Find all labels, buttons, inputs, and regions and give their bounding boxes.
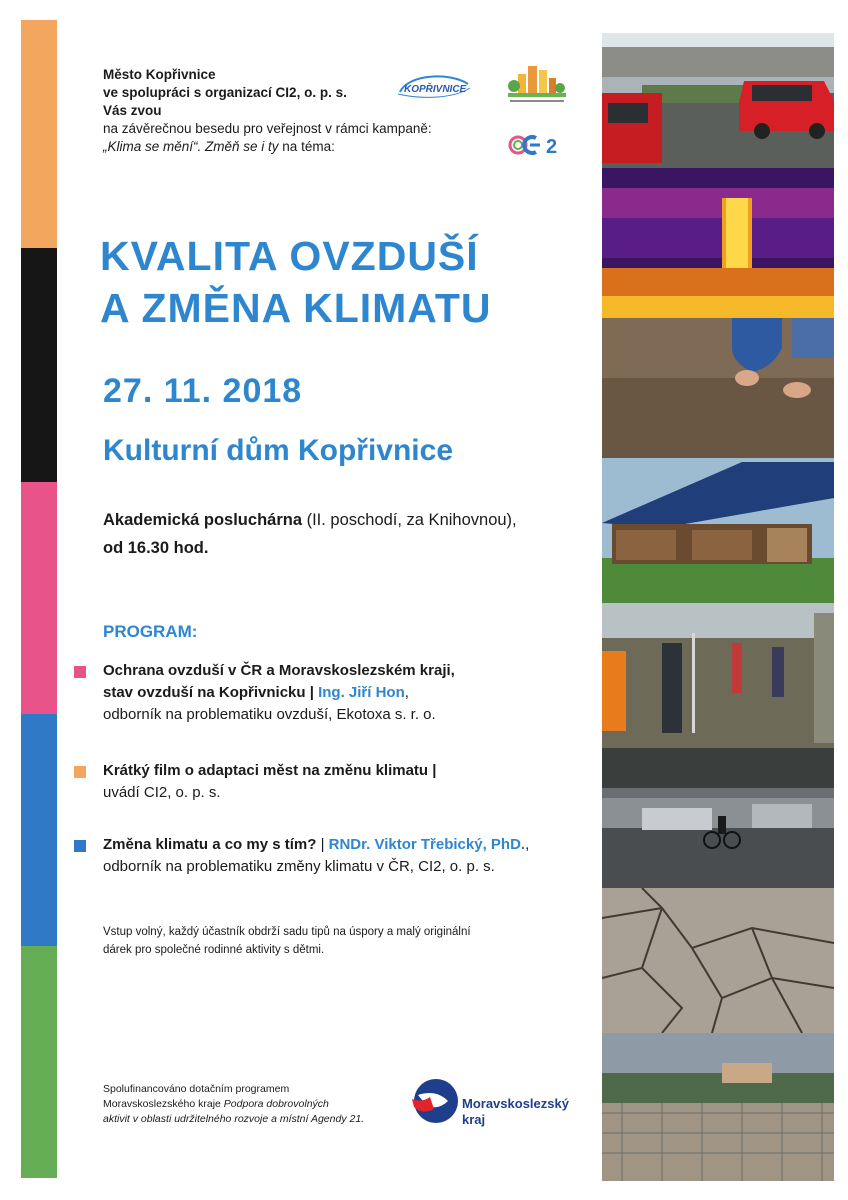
room-name: Akademická posluchárna (103, 511, 302, 529)
header-campaign-name: „Klima se mění“. Změň se i ty (103, 139, 279, 154)
strip-orange (21, 20, 57, 248)
funding-line-2-italic: Podpora dobrovolných (223, 1098, 329, 1110)
strip-black (21, 248, 57, 482)
title-line-2: A ZMĚNA KLIMATU (100, 285, 492, 331)
photo-tree-planting (602, 603, 834, 748)
photo-solar-roof (602, 458, 834, 603)
msk-logo-line-2: kraj (462, 1112, 486, 1127)
item-3-line-1: Změna klimatu a co my s tím? (103, 836, 317, 853)
strip-blue (21, 714, 57, 946)
strip-pink (21, 482, 57, 714)
ci2-logo-text: 2 (546, 136, 558, 158)
item-3-line-1-end: , (525, 836, 530, 853)
item-1-line-2: stav ovzduší na Kopřivnicku | (103, 684, 319, 701)
funding-line-3: aktivit v oblasti udržitelného rozvoje a místní Agendy 21. (103, 1113, 365, 1125)
event-venue: Kulturní dům Kopřivnice (103, 434, 454, 467)
msk-logo-line-1: Moravskoslezský (462, 1096, 569, 1111)
msk-logo-text (462, 1096, 569, 1128)
funding-note (103, 1082, 364, 1127)
bullet-square-orange (74, 766, 86, 778)
photo-street-cyclist (602, 748, 834, 888)
event-date: 27. 11. 2018 (103, 372, 303, 410)
item-3-separator: | (316, 836, 329, 853)
program-heading: PROGRAM: (103, 622, 198, 641)
header-invite: Vás zvou (103, 103, 162, 118)
funding-line-1: Spolufinancováno dotačním programem (103, 1083, 290, 1095)
note-line-1: Vstup volný, každý účastník obdrží sadu tipů na úspory a malý originální (103, 926, 471, 938)
room-detail: (II. poschodí, za Knihovnou), (302, 511, 517, 529)
photo-cracked-earth (602, 888, 834, 1033)
funding-line-2: Moravskoslezského kraje (103, 1098, 224, 1110)
ci2-logo (506, 130, 578, 160)
item-3-speaker: RNDr. Viktor Třebický, PhD. (328, 836, 526, 853)
photo-column (602, 33, 834, 1181)
photo-planting-soil (602, 318, 834, 458)
item-1-line-3: odborník na problematiku ovzduší, Ekotoxa s. r. o. (103, 706, 436, 723)
header-partner: ve spolupráci s organizací CI2, o. p. s. (103, 85, 347, 100)
item-1-speaker: Ing. Jiří Hon (318, 684, 405, 701)
invitation-header (103, 66, 432, 156)
item-2-line-1: Krátký film o adaptaci měst na změnu klimatu | (103, 762, 437, 779)
item-3-line-2: odborník na problematiku změny klimatu v ČR, CI2, o. p. s. (103, 858, 495, 875)
koprivnice-logo (394, 70, 474, 102)
koprivnice-logo-text: KOPŘIVNICE (404, 84, 467, 95)
bullet-square-blue (74, 840, 86, 852)
photo-flood (602, 1033, 834, 1181)
zdrave-mesto-logo (504, 60, 570, 106)
event-room (103, 506, 517, 562)
event-time: od 16.30 hod. (103, 539, 209, 557)
photo-thermal-image (602, 168, 834, 318)
header-topic (103, 138, 432, 156)
header-campaign: na závěrečnou besedu pro veřejnost v rámci kampaně: (103, 121, 432, 136)
item-1-line-2-end: , (404, 684, 409, 701)
photo-parking-lot (602, 33, 834, 168)
header-city: Město Kopřivnice (103, 67, 216, 82)
note-line-2: dárek pro společné rodinné aktivity s dětmi. (103, 944, 325, 956)
header-topic-rest: na téma: (278, 139, 335, 154)
title-line-1: KVALITA OVZDUŠÍ (100, 233, 479, 279)
strip-green (21, 946, 57, 1178)
item-2-line-2: uvádí CI2, o. p. s. (103, 784, 221, 801)
item-1-line-1: Ochrana ovzduší v ČR a Moravskoslezském kraji, (103, 662, 455, 679)
bullet-square-pink (74, 666, 86, 678)
event-title (100, 230, 492, 334)
entry-note (103, 923, 471, 959)
